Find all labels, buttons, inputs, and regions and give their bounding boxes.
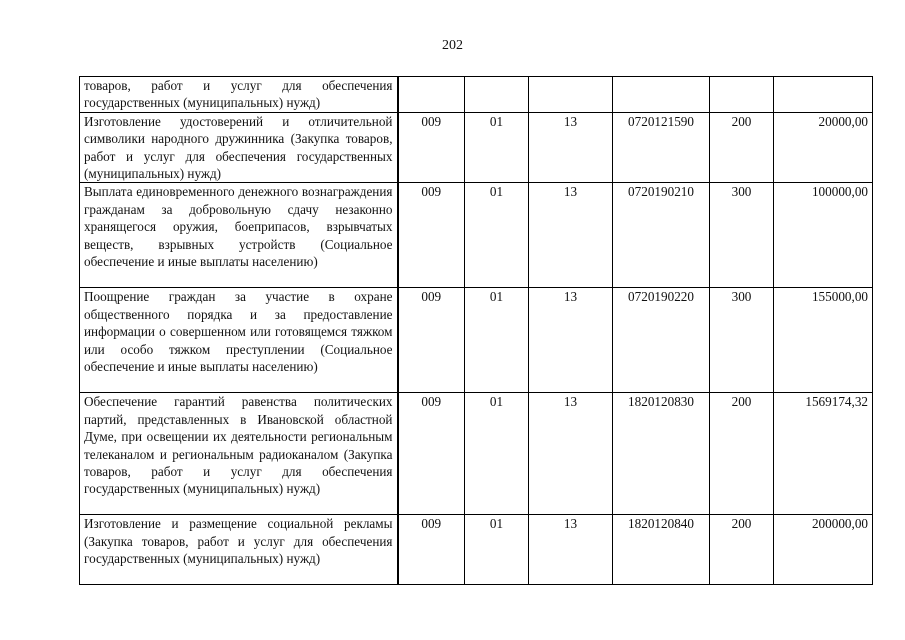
subsection-code — [529, 77, 613, 113]
budget-table — [79, 76, 873, 585]
expense-type-code: 200 — [710, 515, 774, 585]
amount: 20000,00 — [774, 112, 873, 183]
target-article-code: 0720121590 — [613, 112, 710, 183]
table-row — [80, 77, 873, 113]
row-description: Обеспечение гарантий равенства политических партий, представленных в Ивановской областной Думе, при освещении их деятельности региональным телеканалом и региональным радиоканалом (Закупка товаров, работ и услуг для обеспечения государственных (муниципальных) нужд) — [80, 393, 398, 515]
ministry-code: 009 — [398, 183, 465, 288]
subsection-code: 13 — [529, 515, 613, 585]
amount — [774, 77, 873, 113]
table-row — [80, 515, 873, 585]
row-description: товаров, работ и услуг для обеспечения государственных (муниципальных) нужд) — [80, 77, 398, 113]
expense-type-code: 200 — [710, 112, 774, 183]
target-article-code: 0720190220 — [613, 288, 710, 393]
table-row — [80, 288, 873, 393]
row-description: Изготовление удостоверений и отличительной символики народного дружинника (Закупка товаров, работ и услуг для обеспечения государственных (муниципальных) нужд) — [80, 112, 398, 183]
row-description: Изготовление и размещение социальной рекламы (Закупка товаров, работ и услуг для обеспечения государственных (муниципальных) нужд) — [80, 515, 398, 585]
table-row — [80, 183, 873, 288]
table-row — [80, 393, 873, 515]
section-code: 01 — [465, 288, 529, 393]
subsection-code: 13 — [529, 393, 613, 515]
subsection-code: 13 — [529, 112, 613, 183]
target-article-code: 1820120840 — [613, 515, 710, 585]
ministry-code: 009 — [398, 112, 465, 183]
target-article-code: 0720190210 — [613, 183, 710, 288]
page-number: 202 — [442, 38, 463, 53]
table-row — [80, 112, 873, 183]
expense-type-code: 300 — [710, 288, 774, 393]
section-code: 01 — [465, 515, 529, 585]
subsection-code: 13 — [529, 183, 613, 288]
amount: 155000,00 — [774, 288, 873, 393]
ministry-code: 009 — [398, 288, 465, 393]
section-code — [465, 77, 529, 113]
row-description: Выплата единовременного денежного вознаграждения гражданам за добровольную сдачу незаконно хранящегося оружия, боеприпасов, взрывчатых веществ, взрывных устройств (Социальное обеспечение и иные выплаты населению) — [80, 183, 398, 288]
target-article-code — [613, 77, 710, 113]
section-code: 01 — [465, 183, 529, 288]
amount: 200000,00 — [774, 515, 873, 585]
amount: 1569174,32 — [774, 393, 873, 515]
ministry-code: 009 — [398, 515, 465, 585]
row-description: Поощрение граждан за участие в охране общественного порядка и за предоставление информации о совершенном или готовящемся тяжком или особо тяжком преступлении (Социальное обеспечение и иные выплаты населению) — [80, 288, 398, 393]
ministry-code: 009 — [398, 393, 465, 515]
expense-type-code: 200 — [710, 393, 774, 515]
section-code: 01 — [465, 393, 529, 515]
expense-type-code — [710, 77, 774, 113]
subsection-code: 13 — [529, 288, 613, 393]
ministry-code — [398, 77, 465, 113]
target-article-code: 1820120830 — [613, 393, 710, 515]
section-code: 01 — [465, 112, 529, 183]
amount: 100000,00 — [774, 183, 873, 288]
expense-type-code: 300 — [710, 183, 774, 288]
